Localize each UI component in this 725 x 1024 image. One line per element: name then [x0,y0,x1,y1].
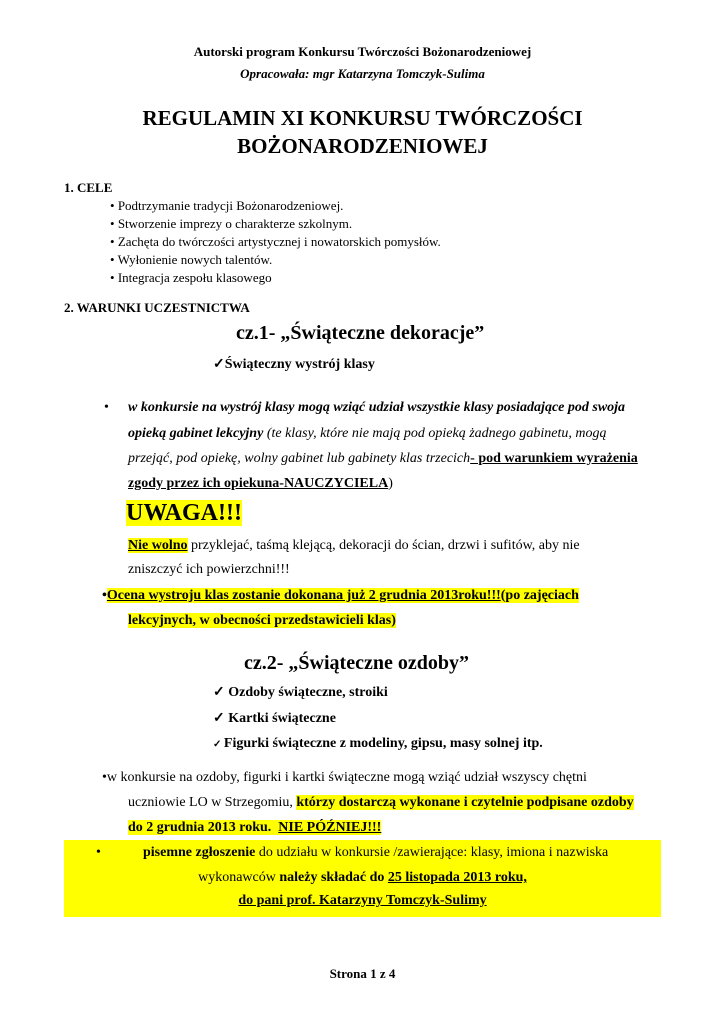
wystroj-rule-line3 [128,451,638,467]
zgloszenie-date: 25 listopada 2013 roku, [387,870,527,885]
ocena-text-b: (po zajęciach [500,588,579,603]
check-icon: ✓ [213,685,229,700]
ozdoby-text: w konkursie na ozdoby, figurki i kartki świąteczne mogą wziąć udział wszyscy chętni [106,770,587,785]
ozdoby-text: uczniowie LO w Strzegomiu, [128,795,297,810]
wystroj-rule-bold: opieką gabinet lekcyjny [128,426,264,441]
doc-title-line1: REGULAMIN XI KONKURSU TWÓRCZOŚCI [142,106,583,130]
wystroj-rule-italic: przejąć, pod opiekę, wolny gabinet lub gabinety klas trzecich [128,451,471,466]
section-warunki-heading: 2. WARUNKI UCZESTNICTWA [64,300,250,315]
list-item: • Wyłonienie nowych talentów. [110,252,273,267]
wystroj-rule-line1: w konkursie na wystrój klasy mogą wziąć udział wszystkie klasy posiadające pod swoja [128,400,626,415]
list-item-text: Zachęta do twórczości artystycznej i nowatorskich pomysłów. [117,234,441,249]
nie-wolno-text: przyklejać, taśmą klejącą, dekoracji do ścian, drzwi i sufitów, aby nie [187,538,580,553]
check-item-text: Świąteczny wystrój klasy [224,357,375,372]
zgloszenie-text: wykonawców [198,870,280,885]
bullet-icon: • [102,588,107,603]
list-item-text: Stworzenie imprezy o charakterze szkolnym. [117,216,353,231]
check-item-text: Ozdoby świąteczne, stroiki [228,685,388,700]
doc-header-line1: Autorski program Konkursu Twórczości Bożonarodzeniowej [193,44,532,59]
doc-title-line2: BOŻONARODZENIOWEJ [237,134,488,158]
zgloszenie-text: do udziału w konkursie /zawierające: klasy, imiona i nazwiska [255,845,609,860]
list-item: • Zachęta do twórczości artystycznej i nowatorskich pomysłów. [110,234,441,249]
part1-title: cz.1- „Świąteczne dekoracje” [236,322,485,344]
check-item [213,710,336,727]
nie-wolno-line2: zniszczyć ich powierzchni!!! [128,562,290,577]
part2-title: cz.2- „Świąteczne ozdoby” [244,652,469,674]
ozdoby-line3 [128,820,381,836]
ocena-text-2: lekcyjnych, w obecności przedstawicieli klas) [128,613,396,628]
nie-wolno-label: Nie wolno [128,538,188,553]
uwaga-text: UWAGA!!! [126,500,242,526]
check-item [213,356,375,373]
list-item: • Integracja zespołu klasowego [110,270,272,285]
check-item-text: Kartki świąteczne [228,711,336,726]
ozdoby-line1 [102,770,587,786]
wystroj-rule-line4 [128,476,393,492]
nie-wolno-line1 [128,538,580,554]
list-item: • Stworzenie imprezy o charakterze szkolnym. [110,216,353,231]
check-item-text: Figurki świąteczne z modeliny, gipsu, masy solnej itp. [223,736,543,751]
ozdoby-highlight: którzy dostarczą wykonane i czytelnie podpisane ozdoby [296,795,634,810]
check-icon: ✓ [213,711,229,726]
check-item [213,684,388,701]
check-item [213,736,543,752]
wystroj-rule-close: ) [388,476,393,491]
wystroj-rule-underlined: zgody przez ich opiekuna-NAUCZYCIELA [128,476,389,491]
ozdoby-date: do 2 grudnia 2013 roku. [128,820,272,835]
section-cele-heading: 1. CELE [64,180,113,195]
zgloszenie-line3: do pani prof. Katarzyny Tomczyk-Sulimy [238,893,487,908]
ozdoby-line2 [128,795,634,811]
ocena-text: Ocena wystroju klas zostanie dokonana już 2 grudnia 2013roku!!! [106,588,501,603]
ozdoby-deadline: NIE PÓŹNIEJ!!! [278,820,382,835]
list-item-text: Wyłonienie nowych talentów. [117,252,273,267]
ocena-line2 [128,613,396,629]
zgloszenie-line1 [143,845,608,861]
uwaga-heading [126,500,242,527]
page-number: Strona 1 z 4 [329,966,396,981]
wystroj-rule-italic: (te klasy, które nie mają pod opieką żadnego gabinetu, mogą [263,426,607,441]
check-icon: ✓ [213,739,224,750]
list-item-text: Podtrzymanie tradycji Bożonarodzeniowej. [117,198,344,213]
wystroj-rule-line2 [128,426,607,442]
check-icon: ✓ [213,357,225,372]
list-item: • Podtrzymanie tradycji Bożonarodzeniowej. [110,198,344,213]
zgloszenie-bold: pisemne zgłoszenie [143,845,256,860]
wystroj-rule-underlined: - pod warunkiem wyrażenia [470,451,638,466]
bullet-icon: • [102,770,107,785]
doc-header-line2: Opracowała: mgr Katarzyna Tomczyk-Sulima [240,66,485,81]
bullet-icon: • [104,400,109,415]
zgloszenie-bold: należy składać do [279,870,388,885]
list-item-text: Integracja zespołu klasowego [117,270,272,285]
zgloszenie-line2 [0,870,725,886]
bullet-icon: • [96,845,101,860]
ocena-line1 [102,588,579,604]
